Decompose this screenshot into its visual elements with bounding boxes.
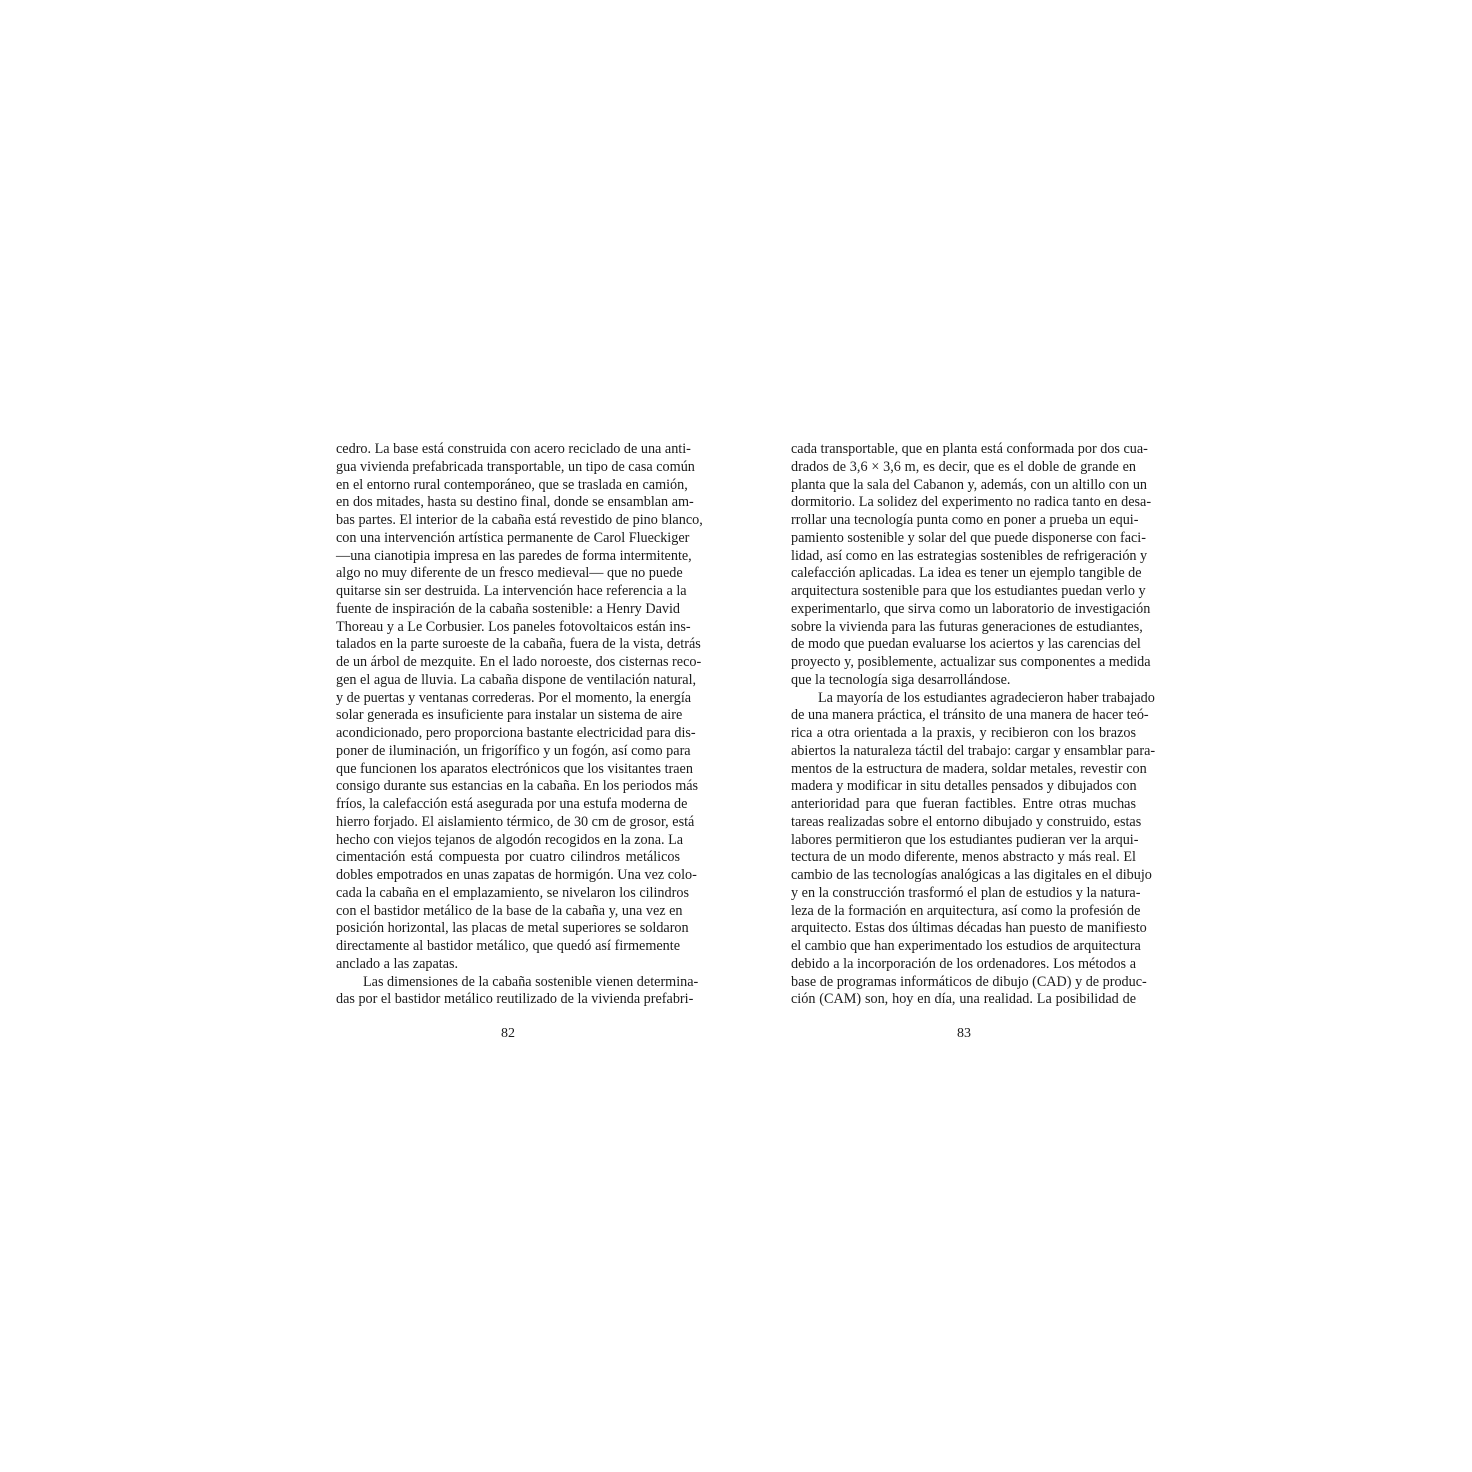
text-line: lidad, así como en las estrategias sostenibles de refrigeración y <box>791 547 1148 564</box>
text-line: talados en la parte suroeste de la cabaña, fuera de la vista, detrás <box>336 636 701 653</box>
text-line: acondicionado, pero proporciona bastante electricidad para dis- <box>336 725 696 741</box>
text-line: algo no muy diferente de un fresco medieval— que no puede <box>336 565 683 582</box>
text-line: calefacción aplicadas. La idea es tener un ejemplo tangible de <box>791 565 1142 582</box>
text-line: rica a otra orientada a la praxis, y recibieron con los brazos <box>791 725 1136 741</box>
text-line: y en la construcción trasformó el plan de estudios y la natura- <box>791 884 1141 901</box>
text-line: ción (CAM) son, hoy en día, una realidad. La posibilidad de <box>791 991 1136 1008</box>
text-line: que la tecnología siga desarrollándose. <box>791 671 1011 688</box>
text-line: Thoreau y a Le Corbusier. Los paneles fotovoltaicos están ins- <box>336 618 691 635</box>
text-line: arquitectura sostenible para que los estudiantes puedan verlo y <box>791 583 1146 599</box>
text-line: gua vivienda prefabricada transportable, un tipo de casa común <box>336 458 695 475</box>
text-line: La mayoría de los estudiantes agradecieron haber trabajado <box>818 689 1155 706</box>
text-line: debido a la incorporación de los ordenadores. Los métodos a <box>791 955 1136 972</box>
text-line: mentos de la estructura de madera, soldar metales, revestir con <box>791 760 1147 777</box>
text-line: cada la cabaña en el emplazamiento, se nivelaron los cilindros <box>336 884 689 901</box>
text-line: cedro. La base está construida con acero reciclado de una anti- <box>336 441 691 457</box>
text-line: abiertos la naturaleza táctil del trabajo: cargar y ensamblar para- <box>791 742 1156 759</box>
text-line: dormitorio. La solidez del experimento no radica tanto en desa- <box>791 494 1152 511</box>
text-line: poner de iluminación, un frigorífico y un fogón, así como para <box>336 742 691 759</box>
text-line: en dos mitades, hasta su destino final, donde se ensamblan am- <box>336 494 694 511</box>
text-line: labores permitieron que los estudiantes pudieran ver la arqui- <box>791 831 1139 848</box>
text-line: de un árbol de mezquite. En el lado noroeste, dos cisternas reco- <box>336 654 702 670</box>
text-line: con el bastidor metálico de la base de la cabaña y, una vez en <box>336 902 683 919</box>
text-line: experimentarlo, que sirva como un laboratorio de investigación <box>791 600 1151 617</box>
text-line: cada transportable, que en planta está conformada por dos cua- <box>791 441 1148 457</box>
text-line: directamente al bastidor metálico, que quedó así firmemente <box>336 938 680 954</box>
text-line: hierro forjado. El aislamiento térmico, de 30 cm de grosor, está <box>336 813 695 830</box>
text-line: solar generada es insuficiente para instalar un sistema de aire <box>336 707 683 724</box>
text-line: pamiento sostenible y solar del que puede disponerse con faci- <box>791 529 1146 546</box>
text-line: rrollar una tecnología punta como en poner a prueba un equi- <box>791 512 1139 528</box>
text-line: planta que la sala del Cabanon y, además, con un altillo con un <box>791 476 1148 493</box>
right-page-body-text <box>791 441 1156 1009</box>
text-line: anclado a las zapatas. <box>336 955 459 972</box>
text-line: en el entorno rural contemporáneo, que se traslada en camión, <box>336 476 688 493</box>
text-line: drados de 3,6 × 3,6 m, es decir, que es el doble de grande en <box>791 458 1136 475</box>
text-line: Las dimensiones de la cabaña sostenible vienen determina- <box>363 973 699 990</box>
text-line: sobre la vivienda para las futuras generaciones de estudiantes, <box>791 618 1143 635</box>
text-line: y de puertas y ventanas correderas. Por el momento, la energía <box>336 689 692 706</box>
text-line: posición horizontal, las placas de metal superiores se soldaron <box>336 920 689 937</box>
text-line: de modo que puedan evaluarse los aciertos y las carencias del <box>791 636 1141 653</box>
left-page-body-text <box>336 441 703 1009</box>
text-line: que funcionen los aparatos electrónicos que los visitantes traen <box>336 760 693 777</box>
text-line: das por el bastidor metálico reutilizado de la vivienda prefabri- <box>336 991 694 1008</box>
text-line: gen el agua de lluvia. La cabaña dispone de ventilación natural, <box>336 671 697 688</box>
text-line: madera y modificar in situ detalles pensados y dibujados con <box>791 778 1137 795</box>
text-line: fuente de inspiración de la cabaña sostenible: a Henry David <box>336 600 680 617</box>
text-line: arquitecto. Estas dos últimas décadas han puesto de manifiesto <box>791 920 1147 937</box>
text-line: de una manera práctica, el tránsito de una manera de hacer teó- <box>791 707 1149 724</box>
text-line: consigo durante sus estancias en la cabaña. En los periodos más <box>336 778 699 795</box>
text-line: con una intervención artística permanente de Carol Flueckiger <box>336 529 690 546</box>
text-line: cambio de las tecnologías analógicas a las digitales en el dibujo <box>791 867 1152 883</box>
left-page-number: 82 <box>501 1026 515 1041</box>
text-line: leza de la formación en arquitectura, así como la profesión de <box>791 902 1141 919</box>
text-line: hecho con viejos tejanos de algodón recogidos en la zona. La <box>336 831 684 848</box>
text-line: fríos, la calefacción está asegurada por una estufa moderna de <box>336 796 688 812</box>
text-line: tectura de un modo diferente, menos abstracto y más real. El <box>791 849 1136 866</box>
text-line: cimentación está compuesta por cuatro cilindros metálicos <box>336 849 680 866</box>
text-line: dobles empotrados en unas zapatas de hormigón. Una vez colo- <box>336 867 697 883</box>
text-line: anterioridad para que fueran factibles. Entre otras muchas <box>791 796 1136 812</box>
right-page-number: 83 <box>957 1026 971 1041</box>
text-line: proyecto y, posiblemente, actualizar sus componentes a medida <box>791 654 1151 670</box>
text-line: —una cianotipia impresa en las paredes de forma intermitente, <box>336 547 692 564</box>
text-line: quitarse sin ser destruida. La intervención hace referencia a la <box>336 583 687 599</box>
text-line: base de programas informáticos de dibujo (CAD) y de produc- <box>791 973 1147 990</box>
text-line: el cambio que han experimentado los estudios de arquitectura <box>791 938 1141 954</box>
text-line: bas partes. El interior de la cabaña está revestido de pino blanco, <box>336 512 703 528</box>
text-line: tareas realizadas sobre el entorno dibujado y construido, estas <box>791 813 1142 830</box>
